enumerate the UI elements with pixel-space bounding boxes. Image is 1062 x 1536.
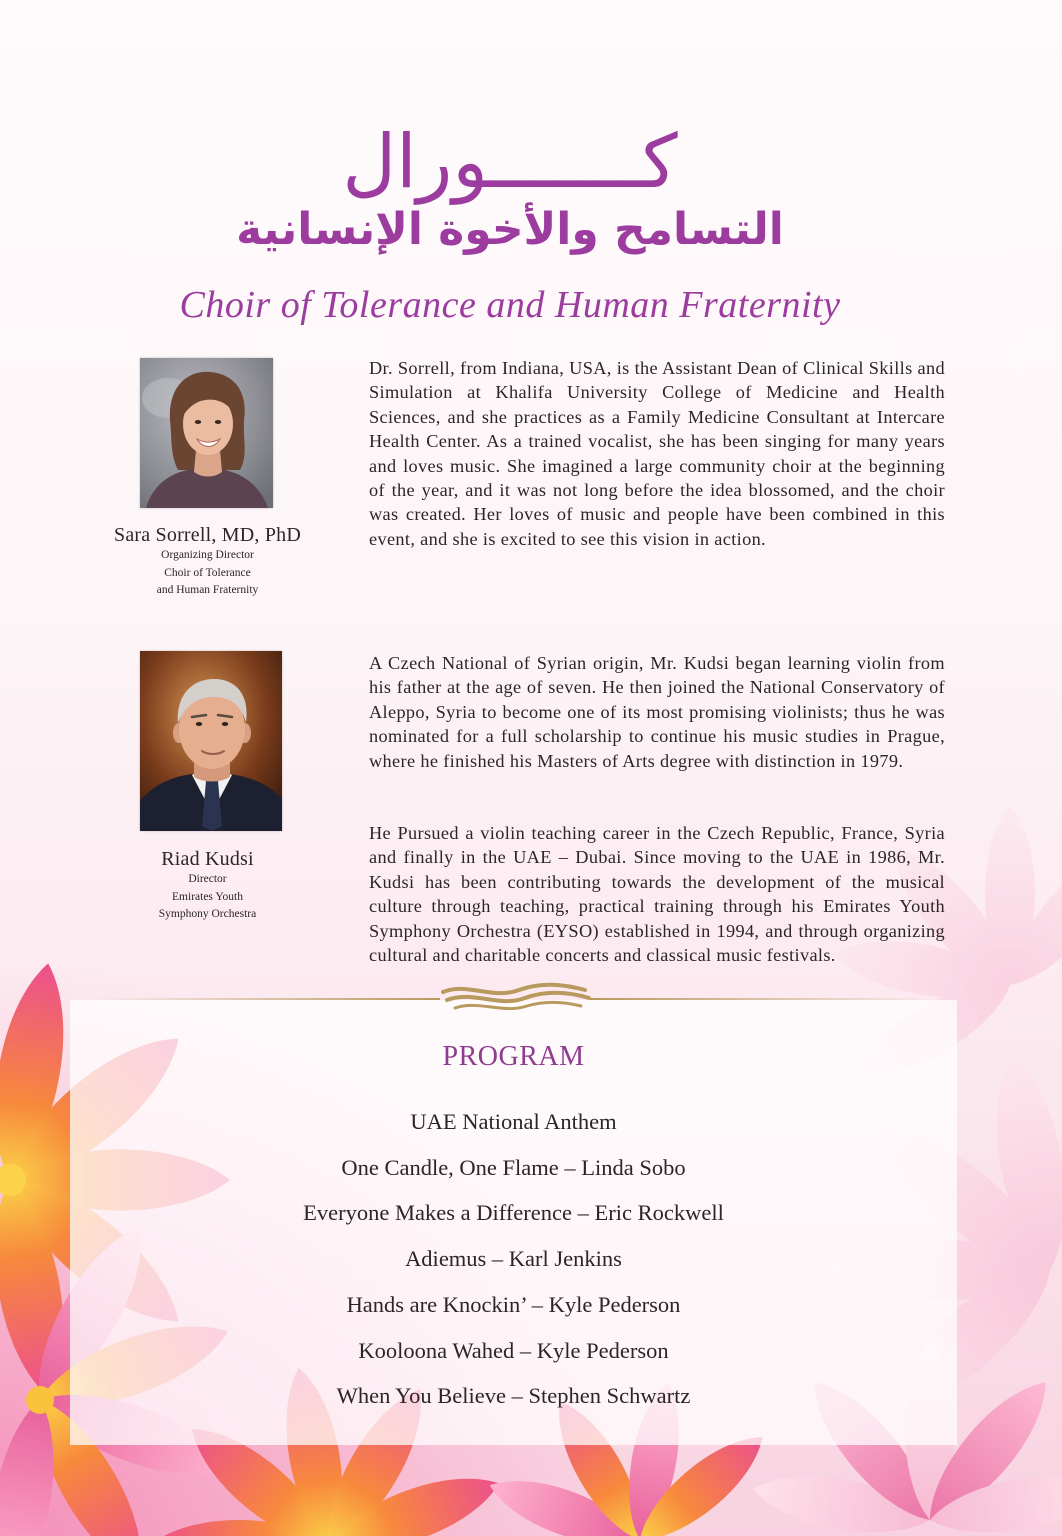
left-eye: [195, 420, 201, 424]
bio-role-line: Symphony Orchestra: [158, 908, 257, 920]
program-item: UAE National Anthem: [410, 1109, 617, 1134]
right-eye: [222, 722, 228, 726]
bio-role-line: Organizing Director: [161, 549, 254, 561]
english-title: Choir of Tolerance and Human Fraternity: [179, 284, 841, 326]
right-eye: [215, 420, 221, 424]
program-item: Kooloona Wahed – Kyle Pederson: [358, 1337, 669, 1363]
portrait-photo-riad-kudsi: [140, 651, 282, 831]
program-heading: PROGRAM: [442, 1041, 585, 1072]
bio-role-line: Choir of Tolerance: [164, 566, 251, 579]
divider-line-right: [590, 998, 940, 1000]
arabic-title: كـــــــورال: [342, 119, 678, 205]
arabic-subtitle: التسامح والأخوة الإنسانية: [236, 204, 784, 255]
program-item: One Candle, One Flame – Linda Sobo: [341, 1154, 686, 1180]
bio-role-line: Director: [188, 873, 227, 885]
bio-role-line: and Human Fraternity: [156, 584, 259, 596]
wave-ornament-divider: [95, 978, 940, 1018]
program-item: When You Believe – Stephen Schwartz: [336, 1383, 691, 1409]
bio-paragraph: A Czech National of Syrian origin, Mr. Kudsi began learning violin from his father at the age of seven. He then joined the National Conservatory of Aleppo, Syria to become one of its most promising violinists; thus he was nominated for a full scholarship to continue his music studies in Prague, where he finished his Masters of Arts degree with distinction in 1979.: [369, 653, 945, 771]
wave-ornament-icon: [443, 985, 589, 1009]
left-eye: [196, 722, 202, 726]
program-panel: [70, 1000, 957, 1445]
program-list: [70, 1099, 957, 1419]
program-item: Adiemus – Karl Jenkins: [405, 1246, 622, 1272]
bio-paragraph: Dr. Sorrell, from Indiana, USA, is the Assistant Dean of Clinical Skills and Simulation at Khalifa University College of Medicine and Health Sciences, and she practices as a Family Medicine Consultant at Intercare Health Center. As a trained vocalist, she has been singing for many years and loves music. She imagined a large community choir at the beginning of the year, and it was not long before the idea blossomed, and the choir was created. Her loves of music and people have been combined in this event, and she is excited to see this vision in action.: [369, 358, 945, 549]
bio-name: Riad Kudsi: [161, 848, 254, 870]
divider-line-left: [95, 998, 440, 1000]
portrait-photo-sara-sorrell: [140, 358, 273, 508]
program-item: Everyone Makes a Difference – Eric Rockwell: [303, 1200, 724, 1226]
bio-role-line: Emirates Youth: [172, 890, 243, 903]
program-item: Hands are Knockin’ – Kyle Pederson: [346, 1291, 681, 1317]
bio-roles: [80, 871, 335, 924]
bio-roles: [80, 547, 335, 600]
bio-name: Sara Sorrell, MD, PhD: [114, 524, 301, 546]
bio-paragraph: He Pursued a violin teaching career in the Czech Republic, France, Syria and finally in the UAE – Dubai. Since moving to the UAE in 1986, Mr. Kudsi has been contributing towards the development of the musical culture through teaching, practical training through his Emirates Youth Symphony Orchestra (EYSO) established in 1994, and through organizing cultural and charitable concerts and classical music festivals.: [369, 823, 945, 966]
